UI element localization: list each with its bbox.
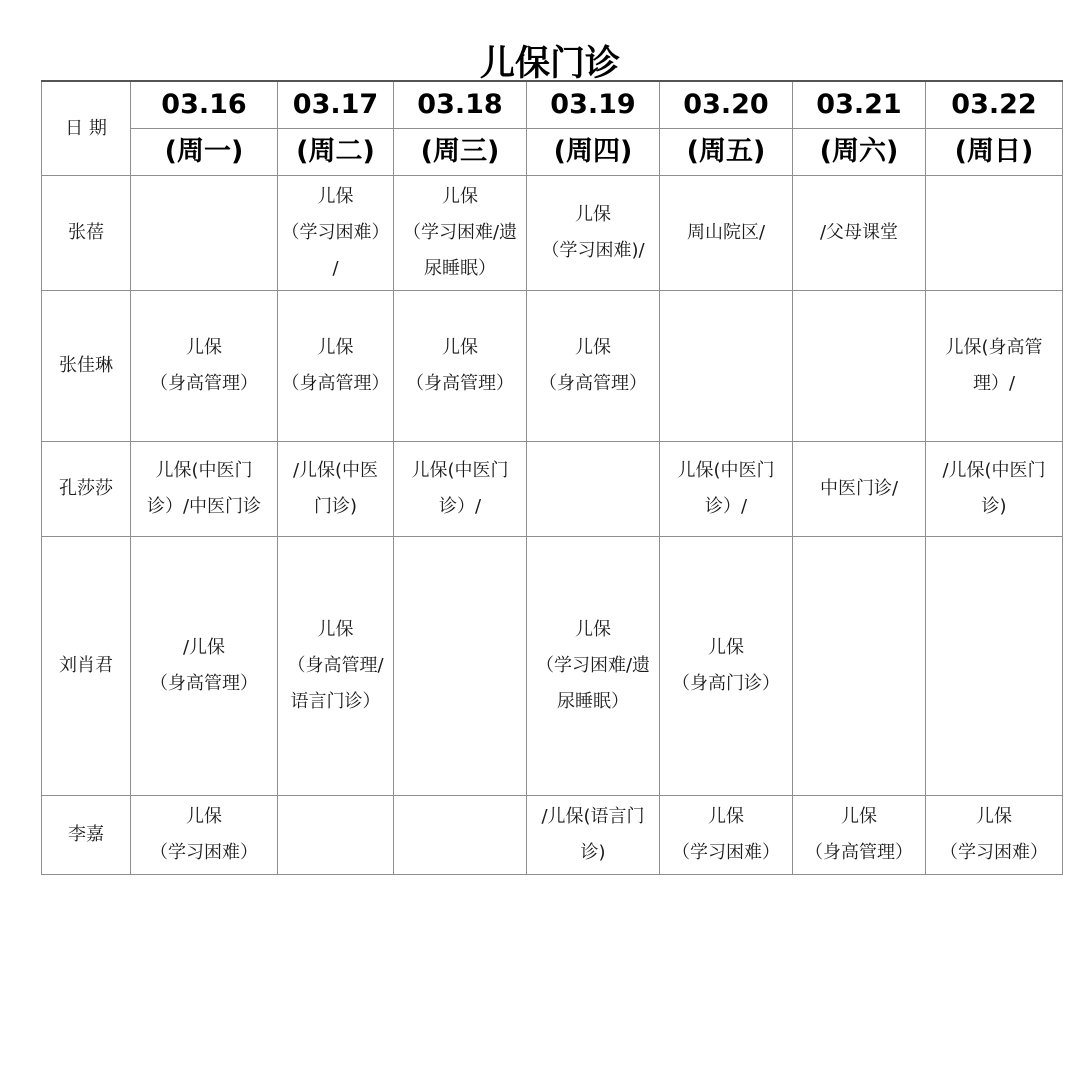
cell-text-line: 诊）/	[438, 496, 482, 517]
clinic-schedule-table	[41, 80, 1063, 875]
cell-text-line: 儿保	[317, 337, 354, 358]
table-row	[42, 291, 1063, 442]
schedule-cell	[278, 176, 394, 291]
header-row	[42, 81, 1063, 176]
day-header	[527, 81, 660, 176]
cell-text-line: 尿睡眠）	[424, 258, 496, 279]
day-weekday: (周一)	[164, 136, 244, 167]
cell-text-line: 诊）/中医门诊	[146, 496, 262, 517]
schedule-cell	[660, 291, 793, 442]
cell-text-line: 儿保	[186, 806, 222, 827]
schedule-cell	[660, 442, 793, 537]
day-header	[793, 81, 926, 176]
schedule-cell	[131, 796, 278, 875]
cell-text-line: （身高管理）	[281, 373, 390, 394]
cell-text-line: （身高管理）	[150, 673, 258, 694]
cell-text-line: （学习困难）	[672, 842, 780, 863]
cell-text-line: 周山院区/	[686, 222, 766, 243]
day-date: 03.17	[278, 82, 393, 129]
schedule-cell	[278, 796, 394, 875]
schedule-cell	[793, 291, 926, 442]
schedule-cell	[527, 442, 660, 537]
cell-text-line: 儿保	[317, 186, 354, 207]
cell-text-line: /儿保(中医门	[942, 460, 1046, 481]
day-date: 03.22	[926, 82, 1062, 129]
cell-text-line: （身高管理）	[406, 373, 514, 394]
day-header	[131, 81, 278, 176]
cell-text-line: （学习困难）	[150, 842, 258, 863]
cell-text-line: 儿保(中医门	[677, 460, 775, 481]
cell-text-line: 中医门诊/	[819, 478, 899, 499]
cell-text-line: 儿保	[442, 337, 478, 358]
cell-text-line: 儿保	[186, 337, 222, 358]
day-date: 03.20	[660, 82, 792, 129]
schedule-cell	[131, 442, 278, 537]
cell-text-line: 儿保	[976, 806, 1012, 827]
cell-text-line: （身高管理）	[150, 373, 258, 394]
schedule-cell	[131, 537, 278, 796]
table-row	[42, 442, 1063, 537]
cell-text-line: 语言门诊）	[290, 691, 381, 712]
day-weekday: (周二)	[296, 136, 375, 167]
schedule-cell	[793, 442, 926, 537]
cell-text-line: （学习困难/遗	[535, 655, 651, 676]
day-header	[394, 81, 527, 176]
day-date: 03.16	[131, 82, 277, 129]
cell-text-line: 儿保	[708, 806, 744, 827]
schedule-cell	[926, 176, 1063, 291]
schedule-cell	[793, 796, 926, 875]
schedule-cell	[131, 176, 278, 291]
cell-text-line: 儿保(中医门	[411, 460, 509, 481]
schedule-cell	[926, 291, 1063, 442]
day-weekday: (周六)	[819, 136, 899, 167]
schedule-cell	[793, 537, 926, 796]
doctor-name: 刘肖君	[42, 537, 131, 796]
day-date: 03.18	[394, 82, 526, 129]
cell-text-line: 儿保	[575, 619, 611, 640]
schedule-cell	[278, 537, 394, 796]
schedule-cell	[278, 442, 394, 537]
cell-text-line: 儿保	[575, 337, 611, 358]
schedule-cell	[926, 442, 1063, 537]
cell-text-line: 儿保	[841, 806, 877, 827]
cell-text-line: （身高管理/	[287, 655, 384, 676]
schedule-cell	[131, 291, 278, 442]
schedule-cell	[660, 796, 793, 875]
day-date: 03.21	[793, 82, 925, 129]
cell-text-line: （学习困难）	[940, 842, 1048, 863]
schedule-cell	[926, 537, 1063, 796]
cell-text-line: /父母课堂	[819, 222, 899, 243]
day-weekday: (周四)	[553, 136, 633, 167]
schedule-cell	[926, 796, 1063, 875]
day-weekday: (周五)	[686, 136, 766, 167]
schedule-cell	[793, 176, 926, 291]
cell-text-line: 理）/	[972, 373, 1016, 394]
schedule-cell	[527, 537, 660, 796]
cell-text-line: 儿保	[442, 186, 478, 207]
schedule-cell	[527, 291, 660, 442]
schedule-cell	[394, 442, 527, 537]
cell-text-line: /儿保	[182, 637, 226, 658]
cell-text-line: 尿睡眠）	[557, 691, 629, 712]
schedule-cell	[527, 176, 660, 291]
doctor-name: 孔莎莎	[42, 442, 131, 537]
day-date: 03.19	[527, 82, 659, 129]
cell-text-line: 儿保	[575, 204, 611, 225]
schedule-cell	[394, 796, 527, 875]
cell-text-line: 诊)	[580, 842, 606, 863]
page-title: 儿保门诊	[479, 44, 620, 84]
cell-text-line: （身高管理）	[805, 842, 913, 863]
table-row	[42, 537, 1063, 796]
schedule-cell	[394, 176, 527, 291]
cell-text-line: 诊)	[981, 496, 1007, 517]
schedule-cell	[660, 537, 793, 796]
doctor-name: 张蓓	[42, 176, 131, 291]
schedule-cell	[394, 537, 527, 796]
table-row	[42, 796, 1063, 875]
schedule-cell	[527, 796, 660, 875]
cell-text-line: （身高管理）	[539, 373, 647, 394]
cell-text-line: /儿保(语言门	[541, 806, 645, 827]
cell-text-line: /	[332, 258, 339, 279]
cell-text-line: （学习困难/遗	[402, 222, 518, 243]
cell-text-line: （身高门诊）	[672, 673, 780, 694]
cell-text-line: /儿保(中医	[292, 460, 379, 481]
day-header	[278, 81, 394, 176]
doctor-name: 李嘉	[42, 796, 131, 875]
schedule-cell	[660, 176, 793, 291]
cell-text-line: 儿保	[317, 619, 354, 640]
day-weekday: (周日)	[954, 136, 1034, 167]
day-header	[926, 81, 1063, 176]
table-row	[42, 176, 1063, 291]
cell-text-line: （学习困难）	[281, 222, 390, 243]
cell-text-line: 儿保	[708, 637, 744, 658]
schedule-cell	[278, 291, 394, 442]
day-weekday: (周三)	[420, 136, 500, 167]
day-header	[660, 81, 793, 176]
cell-text-line: 儿保(中医门	[155, 460, 253, 481]
cell-text-line: 儿保(身高管	[945, 337, 1043, 358]
doctor-name: 张佳琳	[42, 291, 131, 442]
cell-text-line: 诊）/	[704, 496, 748, 517]
schedule-cell	[394, 291, 527, 442]
cell-text-line: 门诊)	[313, 496, 358, 517]
date-row-label: 日 期	[42, 81, 131, 176]
cell-text-line: （学习困难)/	[541, 240, 645, 261]
